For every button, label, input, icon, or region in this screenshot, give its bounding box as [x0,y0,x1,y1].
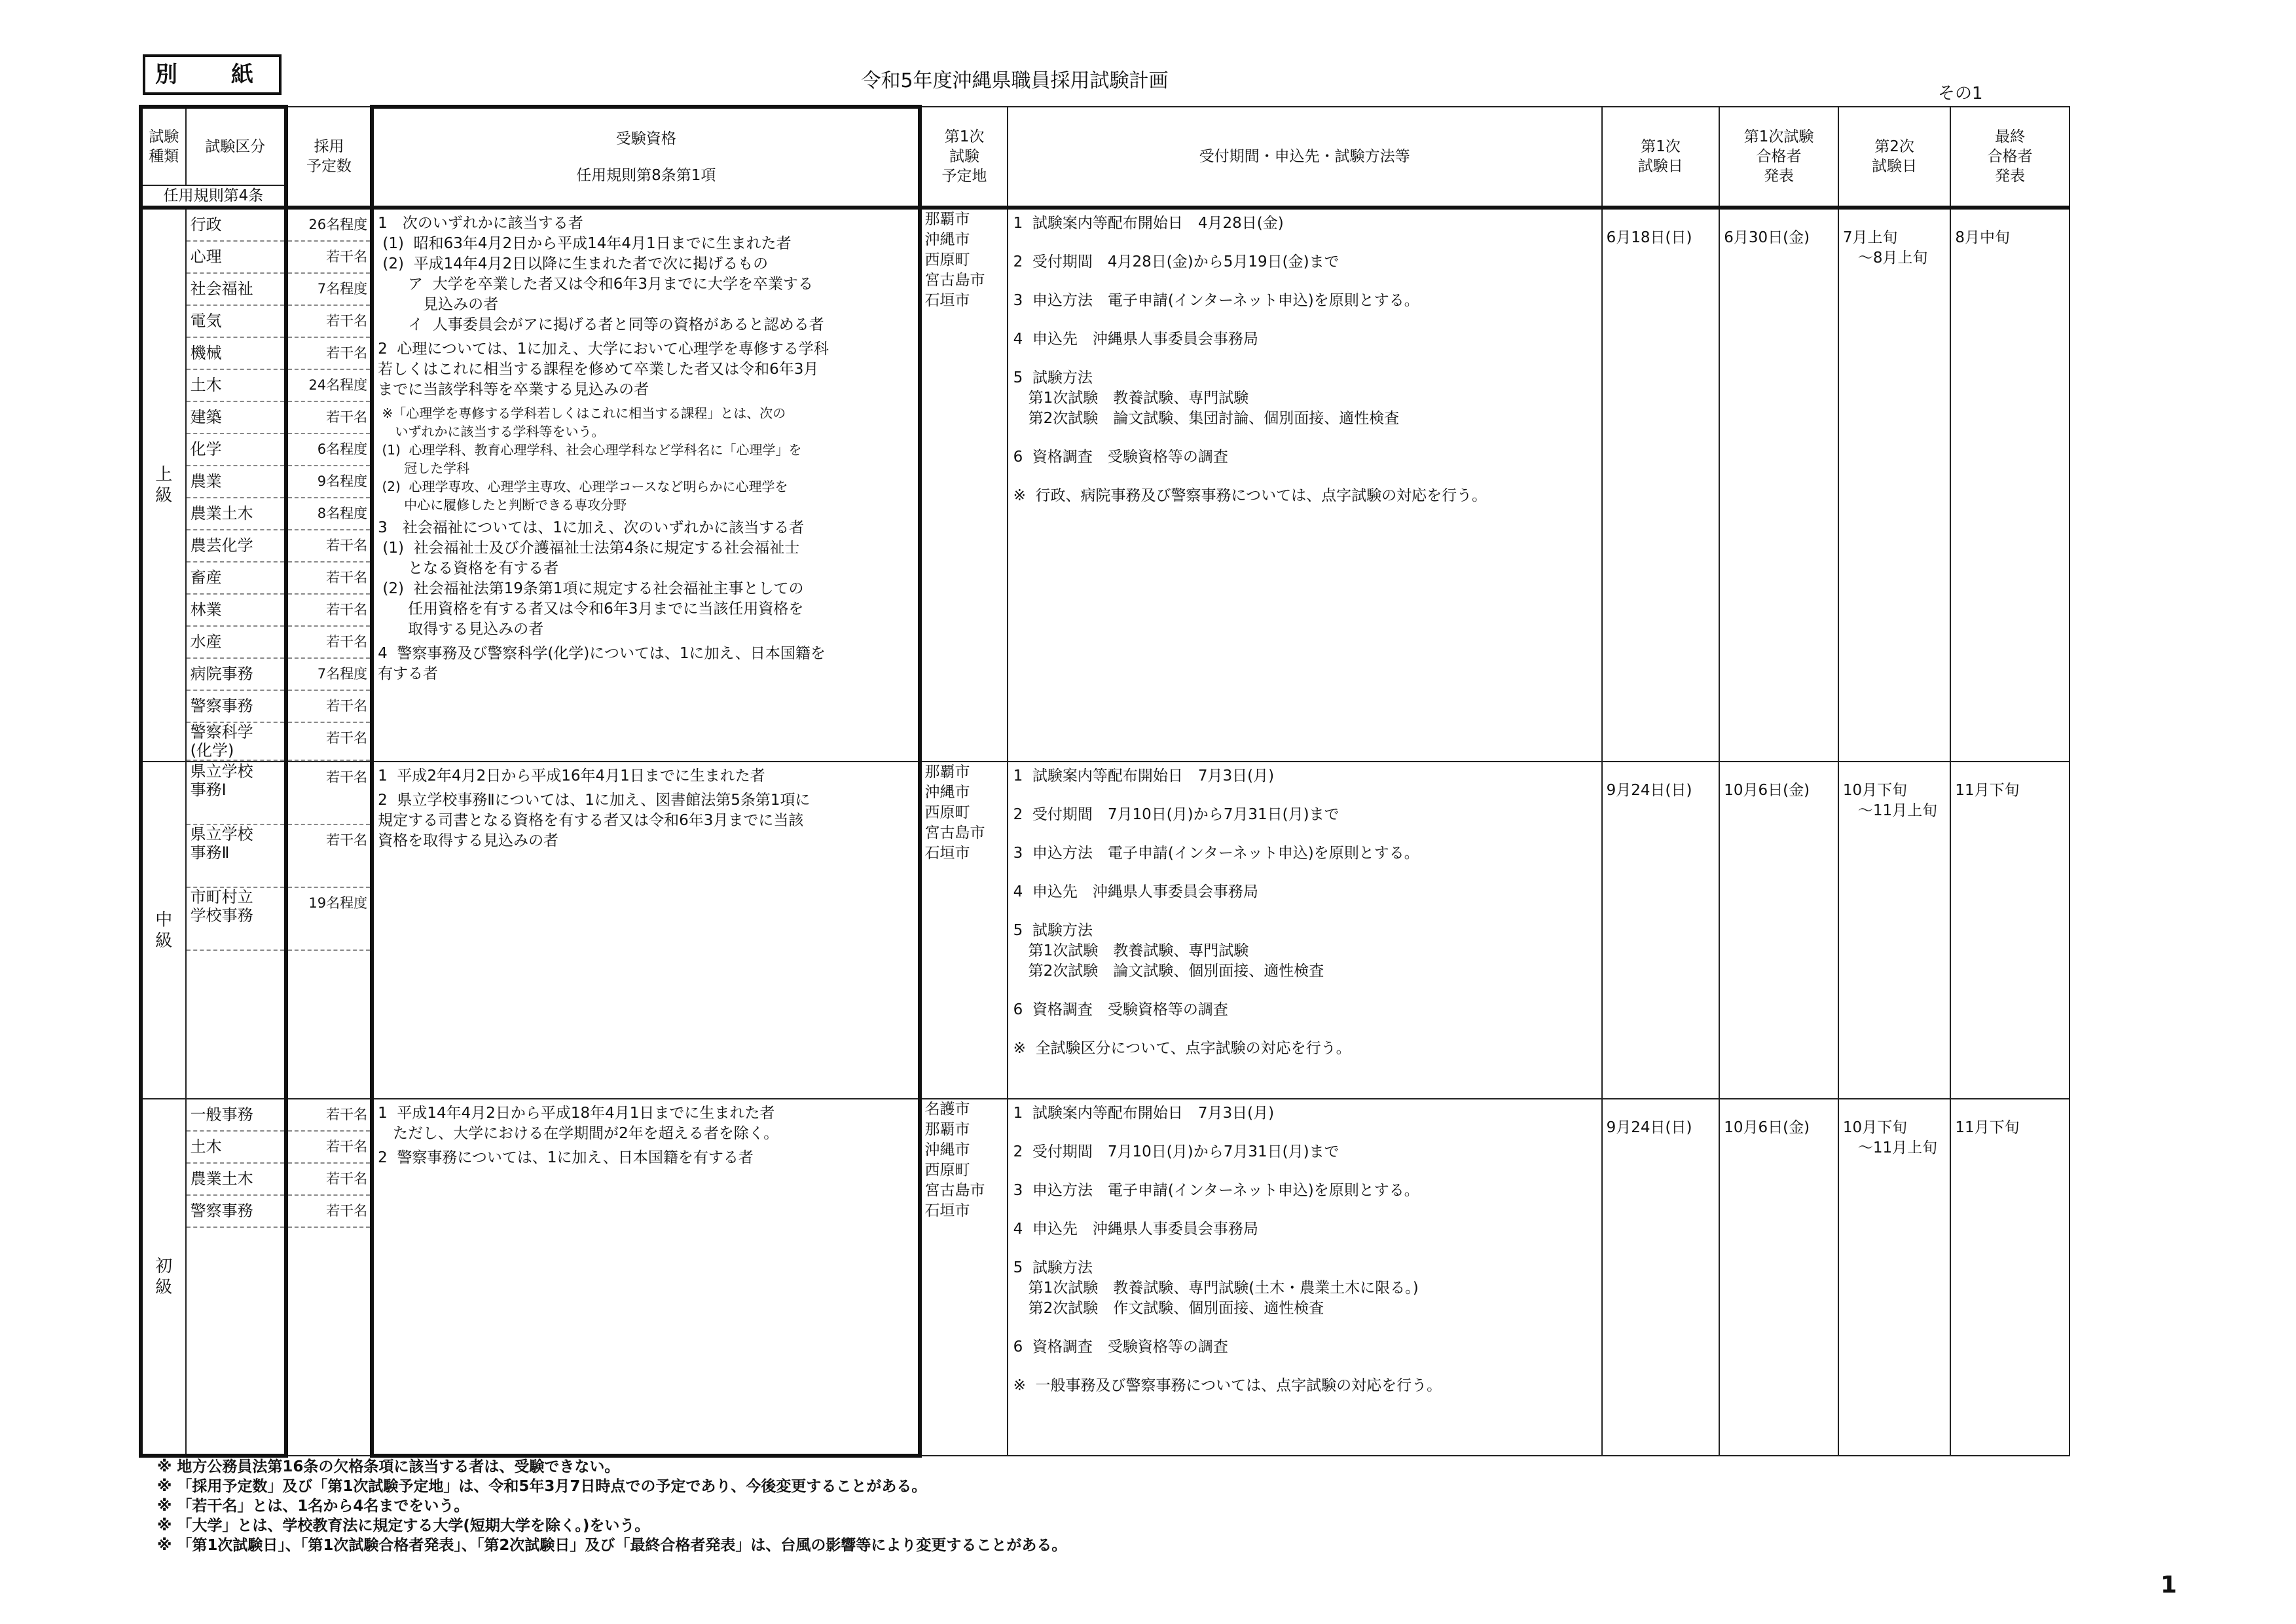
method-item: 2 受付期間 7月10日(月)から7月31日(月)まで [1013,1143,1339,1160]
category-item: 警察事務 [187,691,284,723]
second-exam-date: 10月下旬 ～11月上旬 [1838,762,1951,1099]
method-item: 5 試験方法 第1次試験 教養試験、専門試験 第2次試験 論文試験、集団討論、個別面接、適性検査 [1013,369,1400,427]
method-item: 4 申込先 沖縄県人事委員会事務局 [1013,331,1258,348]
category-item: 一般事務 [187,1099,284,1132]
category-item: 林業 [187,595,284,627]
method-item: 3 申込方法 電子申請(インターネット申込)を原則とする。 [1013,292,1419,309]
place-item: 那覇市 [924,1121,970,1138]
category-item: 農業土木 [187,1164,284,1196]
footnote: ※ 「若干名」とは、1名から4名までをいう。 [157,1498,469,1515]
final-pass-date: 11月下旬 [1950,1099,2069,1456]
method-item: 6 資格調査 受験資格等の調査 [1013,1001,1228,1018]
count-list [286,208,372,762]
category-item: 社会福祉 [187,274,284,306]
place-item: 西原町 [924,804,970,821]
category-list [186,208,286,762]
method-item: ※ 一般事務及び警察事務については、点字試験の対応を行う。 [1013,1377,1442,1394]
count-item: 若干名 [288,825,370,888]
qualification-cell [372,1099,920,1456]
footnote: ※ 「採用予定数」及び「第1次試験予定地」は、令和5年3月7日時点での予定であり、今後変更することがある。 [157,1478,927,1495]
category-list [186,1099,286,1456]
count-item: 19名程度 [288,888,370,951]
place-item: 西原町 [924,1162,970,1179]
category-item: 心理 [187,242,284,274]
count-item: 若干名 [288,762,370,825]
method-item: ※ 全試験区分について、点字試験の対応を行う。 [1013,1040,1351,1057]
category-item: 行政 [187,210,284,242]
place-item: 石垣市 [924,845,970,862]
attachment-label: 別 紙 [143,54,282,95]
count-item: 若干名 [288,242,370,274]
method-item: 3 申込方法 電子申請(インターネット申込)を原則とする。 [1013,845,1419,862]
count-item: 26名程度 [288,210,370,242]
header-first-exam-date: 第1次 試験日 [1602,107,1720,208]
place-item: 沖縄市 [924,1141,970,1158]
final-pass-date: 8月中旬 [1950,208,2069,762]
qualification-cell [372,208,920,762]
qualification-item: 2 県立学校事務Ⅱについては、1に加え、図書館法第5条第1項に 規定する司書となる資格を有する者又は令和6年3月までに当該 資格を取得する見込みの者 [378,792,811,849]
exam-plan-table [139,105,2070,1458]
level-junior: 初 級 [141,1099,186,1456]
qualification-item: 2 警察事務については、1に加え、日本国籍を有する者 [378,1149,754,1166]
method-item: 2 受付期間 7月10日(月)から7月31日(月)まで [1013,806,1339,823]
category-item: 農業 [187,466,284,498]
level-intermediate: 中 級 [141,762,186,1099]
table-row-senior [141,208,2069,762]
table-row-junior [141,1099,2069,1456]
level-senior: 上 級 [141,208,186,762]
count-item: 7名程度 [288,274,370,306]
place-item: 那覇市 [924,211,970,228]
header-exam-type: 試験 種類 [141,107,186,185]
category-item: 警察科学 (化学) [187,723,284,761]
header-second-exam-date: 第2次 試験日 [1838,107,1951,208]
place-item: 沖縄市 [924,784,970,801]
place-item: 宮古島市 [924,1182,985,1199]
method-item: 1 試験案内等配布開始日 7月3日(月) [1013,767,1275,784]
category-item: 警察事務 [187,1196,284,1228]
qualification-item: 3 社会福祉については、1に加え、次のいずれかに該当する者 (1) 社会福祉士及び介護福祉士法第4条に規定する社会福祉士 となる資格を有する者 (2) 社会福祉法第19条第1項に規定する社会福祉主事としての 任用資格を有する者又は令和6年3月までに当該任用資格を 取得する見込みの者 [378,519,805,638]
header-rule-article: 任用規則第4条 [141,185,286,208]
qualification-item: 2 心理については、1に加え、大学において心理学を専修する学科 若しくはこれに相当する課程を修めて卒業した者又は令和6年3月 までに当該学科等を卒業する見込みの者 [378,341,829,398]
count-item: 若干名 [288,1196,370,1228]
header-exam-place: 第1次 試験 予定地 [920,107,1007,208]
sheet-number: その1 [1938,84,1983,103]
category-item: 畜産 [187,563,284,595]
category-item: 土木 [187,1132,284,1164]
category-item: 建築 [187,402,284,434]
method-item: 4 申込先 沖縄県人事委員会事務局 [1013,1221,1258,1238]
place-cell [920,1099,1007,1456]
method-item: 5 試験方法 第1次試験 教養試験、専門試験(土木・農業土木に限る。) 第2次試験 作文試験、個別面接、適性検査 [1013,1259,1419,1317]
count-item: 若干名 [288,1164,370,1196]
first-pass-date: 10月6日(金) [1719,762,1838,1099]
count-item: 若干名 [288,723,370,761]
final-pass-date: 11月下旬 [1950,762,2069,1099]
count-item: 8名程度 [288,498,370,530]
footnote: ※ 「大学」とは、学校教育法に規定する大学(短期大学を除く。)をいう。 [157,1517,650,1534]
header-final-pass-date: 最終 合格者 発表 [1950,107,2069,208]
table-row-intermediate [141,762,2069,1099]
method-cell [1008,1099,1602,1456]
category-item: 化学 [187,434,284,466]
count-item: 6名程度 [288,434,370,466]
category-item: 土木 [187,370,284,402]
count-item: 若干名 [288,1099,370,1132]
count-item: 若干名 [288,1132,370,1164]
place-item: 名護市 [924,1101,970,1118]
place-cell [920,208,1007,762]
header-qualification [372,107,920,208]
header-exam-category: 試験区分 [186,107,286,185]
first-exam-date: 9月24日(日) [1602,762,1720,1099]
count-item: 若干名 [288,338,370,370]
count-list [286,1099,372,1456]
header-planned-count: 採用 予定数 [286,107,372,208]
count-item: 7名程度 [288,659,370,691]
qualification-cell [372,762,920,1099]
place-item: 那覇市 [924,764,970,781]
header-method: 受付期間・申込先・試験方法等 [1008,107,1602,208]
category-item: 市町村立 学校事務 [187,888,284,951]
place-item: 宮古島市 [924,824,985,841]
header-first-pass-date: 第1次試験 合格者 発表 [1719,107,1838,208]
method-item: 5 試験方法 第1次試験 教養試験、専門試験 第2次試験 論文試験、個別面接、適性検査 [1013,922,1324,980]
method-item: 2 受付期間 4月28日(金)から5月19日(金)まで [1013,253,1339,270]
qualification-item: 4 警察事務及び警察科学(化学)については、1に加え、日本国籍を 有する者 [378,645,826,682]
place-item: 沖縄市 [924,231,970,248]
qualification-note: ※「心理学を専修する学科若しくはこれに相当する課程」とは、次の いずれかに該当する学科等をいう。 (1) 心理学科、教育心理学科、社会心理学科など学科名に「心理学」を 冠した学科 (2) 心理学専攻、心理学主専攻、心理学コースなど明らかに心理学を 中心に履修したと判断できる専攻分野 [382,405,802,513]
count-item: 若干名 [288,595,370,627]
place-item: 宮古島市 [924,272,985,289]
category-list [186,762,286,1099]
count-item: 若干名 [288,402,370,434]
method-cell [1008,208,1602,762]
count-list [286,762,372,1099]
place-item: 石垣市 [924,1202,970,1219]
count-item: 24名程度 [288,370,370,402]
place-item: 西原町 [924,251,970,268]
count-item: 若干名 [288,530,370,563]
method-item: 4 申込先 沖縄県人事委員会事務局 [1013,883,1258,900]
place-cell [920,762,1007,1099]
category-item: 農芸化学 [187,530,284,563]
category-item: 病院事務 [187,659,284,691]
count-item: 若干名 [288,306,370,338]
page-title: 令和5年度沖縄県職員採用試験計画 [861,69,1169,92]
method-item: 6 資格調査 受験資格等の調査 [1013,1338,1228,1356]
count-item: 若干名 [288,691,370,723]
method-item: 6 資格調査 受験資格等の調査 [1013,449,1228,466]
header-qualification-title: 受験資格 [615,130,676,147]
category-item: 水産 [187,627,284,659]
category-item: 機械 [187,338,284,370]
category-item: 県立学校 事務Ⅱ [187,825,284,888]
footnote: ※ 地方公務員法第16条の欠格条項に該当する者は、受験できない。 [157,1458,620,1475]
place-item: 石垣市 [924,292,970,309]
second-exam-date: 10月下旬 ～11月上旬 [1838,1099,1951,1456]
second-exam-date: 7月上旬 ～8月上旬 [1838,208,1951,762]
count-item: 9名程度 [288,466,370,498]
category-item: 農業土木 [187,498,284,530]
first-exam-date: 6月18日(日) [1602,208,1720,762]
category-item: 電気 [187,306,284,338]
method-cell [1008,762,1602,1099]
method-item: 3 申込方法 電子申請(インターネット申込)を原則とする。 [1013,1182,1419,1199]
qualification-item: 1 平成2年4月2日から平成16年4月1日までに生まれた者 [378,767,765,784]
first-exam-date: 9月24日(日) [1602,1099,1720,1456]
count-item: 若干名 [288,563,370,595]
first-pass-date: 6月30日(金) [1719,208,1838,762]
method-item: 1 試験案内等配布開始日 7月3日(月) [1013,1105,1275,1122]
first-pass-date: 10月6日(金) [1719,1099,1838,1456]
footnote: ※ 「第1次試験日」、「第1次試験合格者発表」、「第2次試験日」及び「最終合格者発表」は、台風の影響等により変更することがある。 [157,1537,1067,1554]
page-number: 1 [2160,1572,2178,1598]
qualification-item: 1 次のいずれかに該当する者 (1) 昭和63年4月2日から平成14年4月1日までに生まれた者 (2) 平成14年4月2日以降に生まれた者で次に掲げるもの ア 大学を卒業した者又は令和6年3月までに大学を卒業する 見込みの者 イ 人事委員会がアに掲げる者と同等の資格があると認める者 [378,215,824,333]
category-item: 県立学校 事務Ⅰ [187,762,284,825]
header-qualification-rule: 任用規則第8条第1項 [576,167,716,184]
count-item: 若干名 [288,627,370,659]
footnotes [157,1457,1066,1555]
method-item: ※ 行政、病院事務及び警察事務については、点字試験の対応を行う。 [1013,487,1487,504]
qualification-item: 1 平成14年4月2日から平成18年4月1日までに生まれた者 ただし、大学における在学期間が2年を超える者を除く。 [378,1105,779,1142]
method-item: 1 試験案内等配布開始日 4月28日(金) [1013,215,1284,232]
